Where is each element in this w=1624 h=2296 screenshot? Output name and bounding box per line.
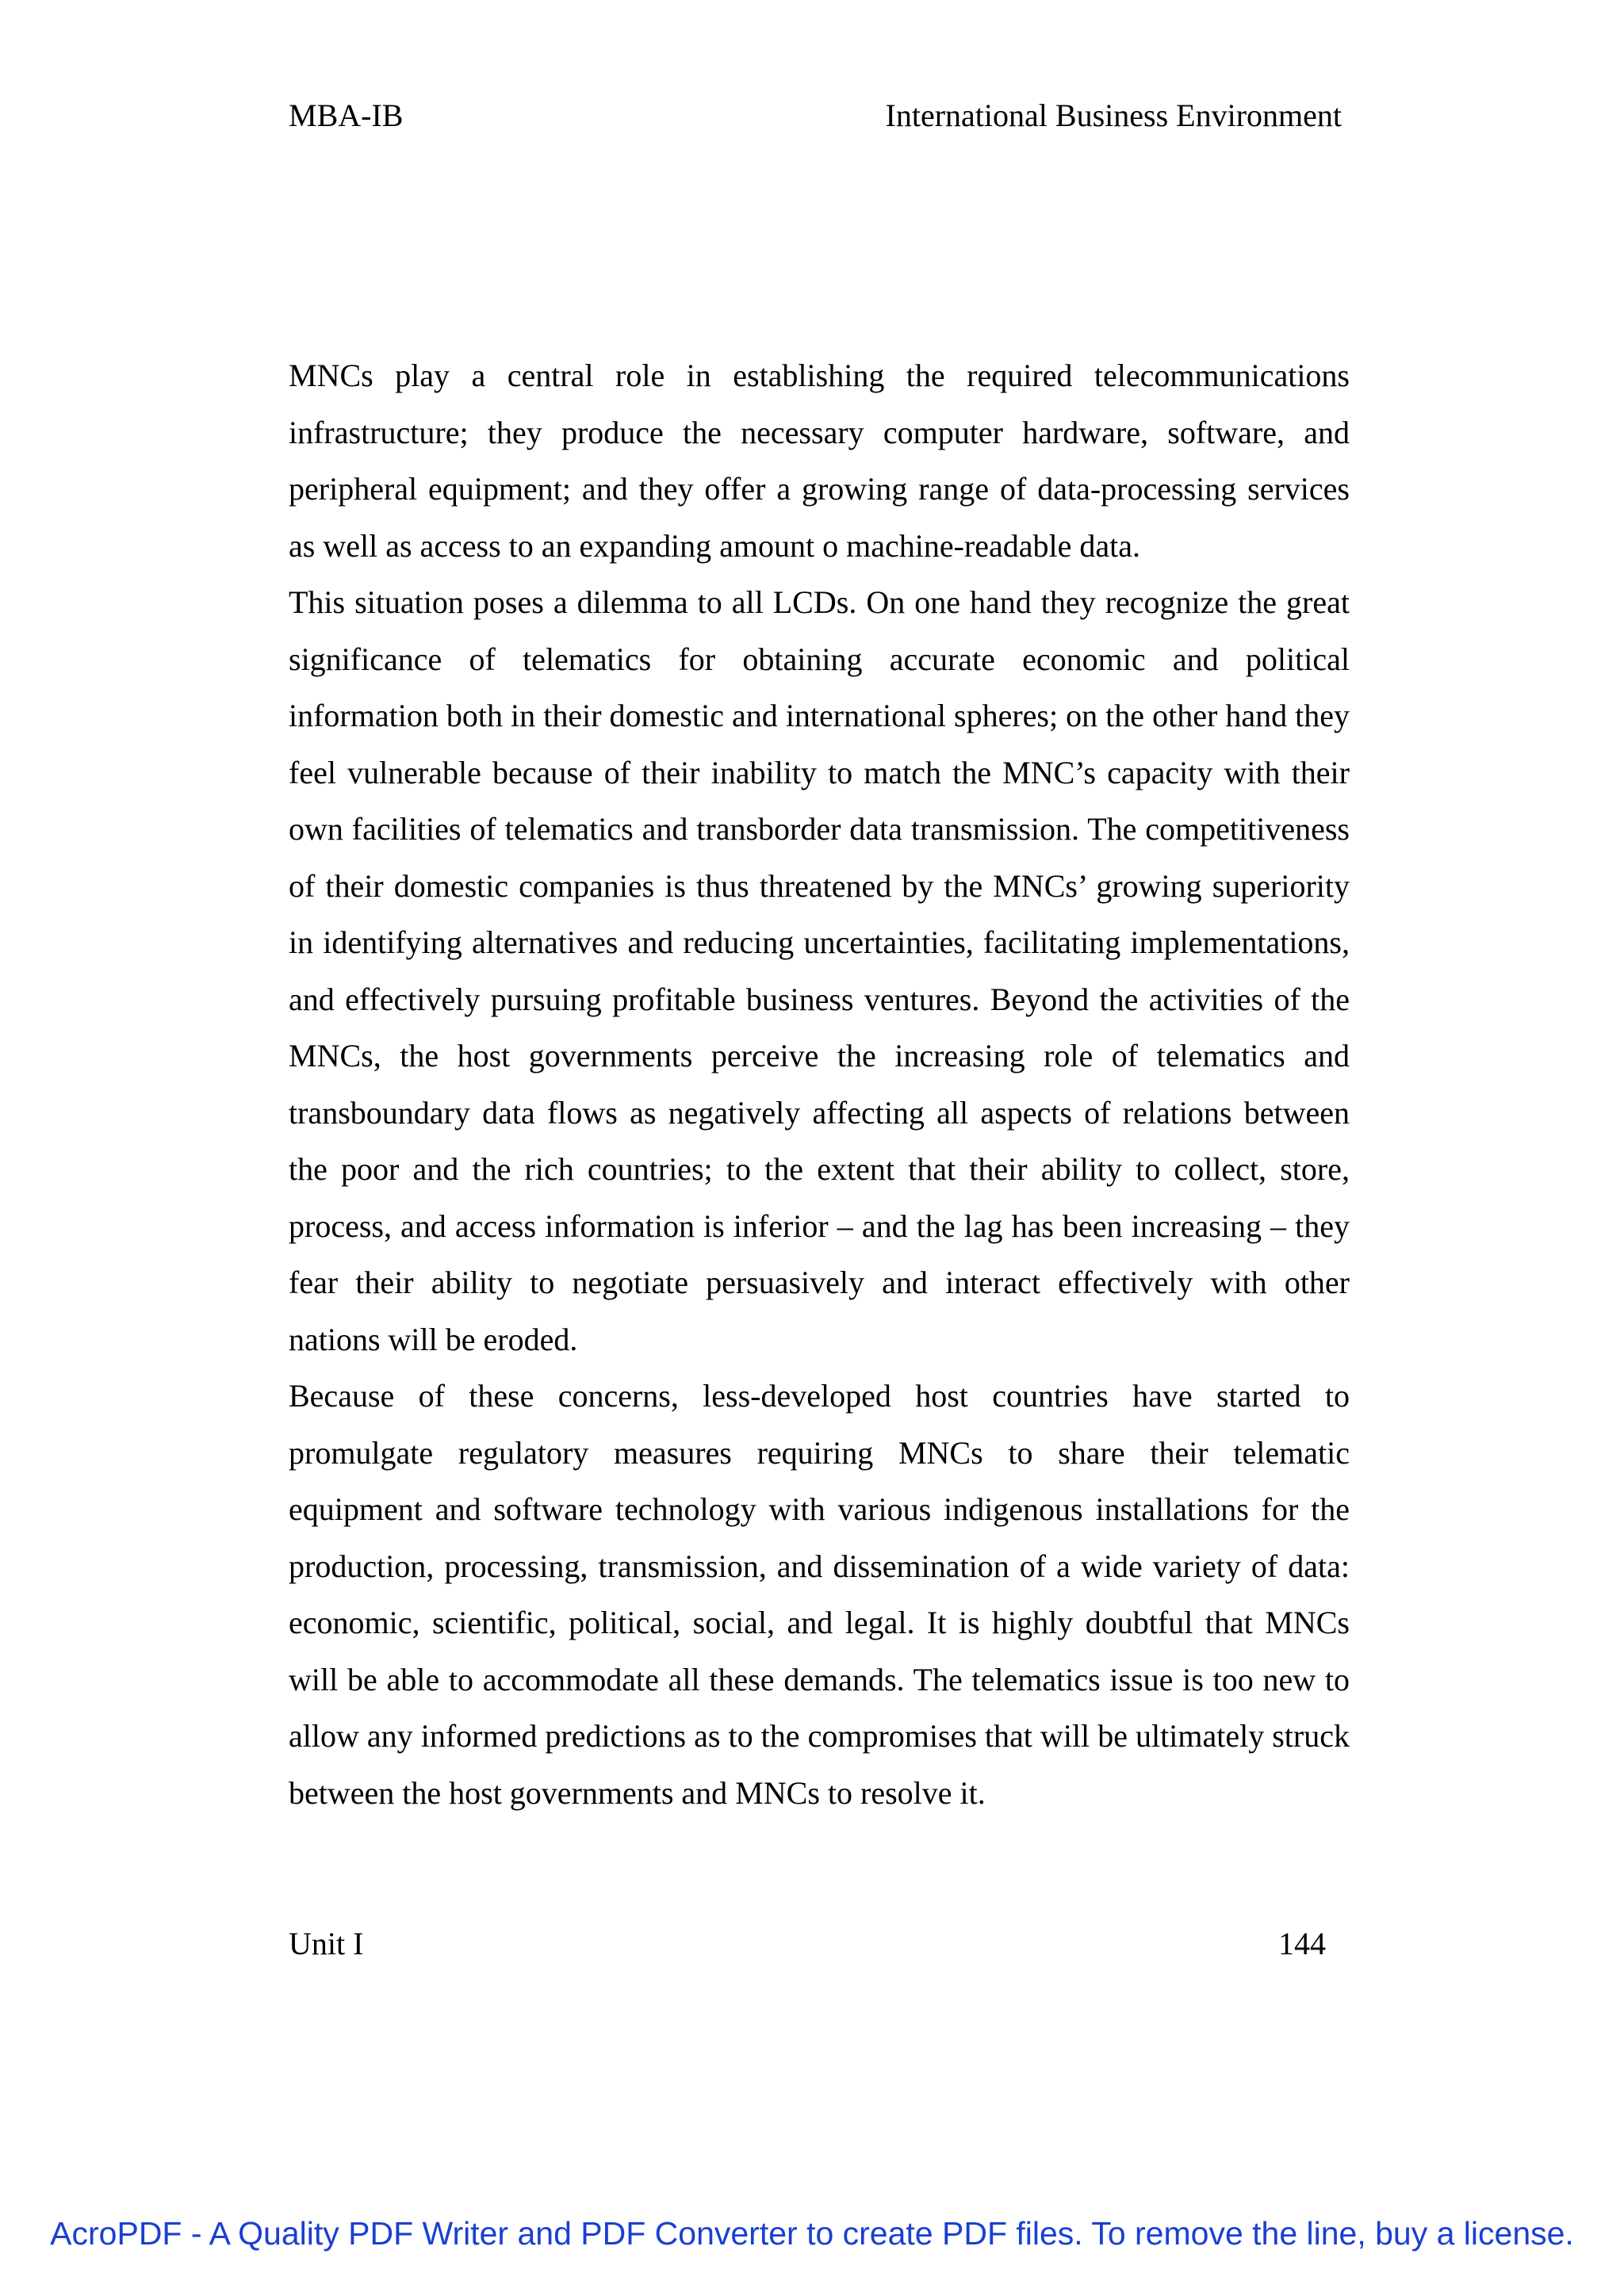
body-text — [289, 347, 1350, 1821]
watermark-banner: AcroPDF - A Quality PDF Writer and PDF Converter to create PDF files. To remove the line, buy a license. — [50, 2215, 1574, 2252]
running-header-course: MBA-IB — [289, 98, 404, 133]
page-number: 144 — [1278, 1926, 1326, 1961]
footer-unit-label: Unit I — [289, 1926, 364, 1961]
paragraph: This situation poses a dilemma to all LCDs. On one hand they recognize the great significance of telematics for obtaining accurate economic and political information both in their domestic and international spheres; on the other hand they feel vulnerable because of their inability to match the MNC’s capacity with their own facilities of telematics and transborder data transmission. The competitiveness of their domestic companies is thus threatened by the MNCs’ growing superiority in identifying alternatives and reducing uncertainties, facilitating implementations, and effectively pursuing profitable business ventures. Beyond the activities of the MNCs, the host governments perceive the increasing role of telematics and transboundary data flows as negatively affecting all aspects of relations between the poor and the rich countries; to the extent that their ability to collect, store, process, and access information is inferior – and the lag has been increasing – they fear their ability to negotiate persuasively and interact effectively with other nations will be eroded. — [289, 584, 1350, 1357]
paragraph: Because of these concerns, less-developed host countries have started to promulgate regulatory measures requiring MNCs to share their telematic equipment and software technology with various indigenous installations for the production, processing, transmission, and dissemination of a wide variety of data: economic, scientific, political, social, and legal. It is highly doubtful that MNCs will be able to accommodate all these demands. The telematics issue is too new to allow any informed predictions as to the compromises that will be ultimately struck between the host governments and MNCs to resolve it. — [289, 1378, 1350, 1811]
paragraph: MNCs play a central role in establishing the required telecommunications infrastructure; they produce the necessary computer hardware, software, and peripheral equipment; and they offer a growing range of data-processing services as well as access to an expanding amount o machine-readable data. — [289, 358, 1350, 564]
running-header-title: International Business Environment — [885, 98, 1342, 133]
